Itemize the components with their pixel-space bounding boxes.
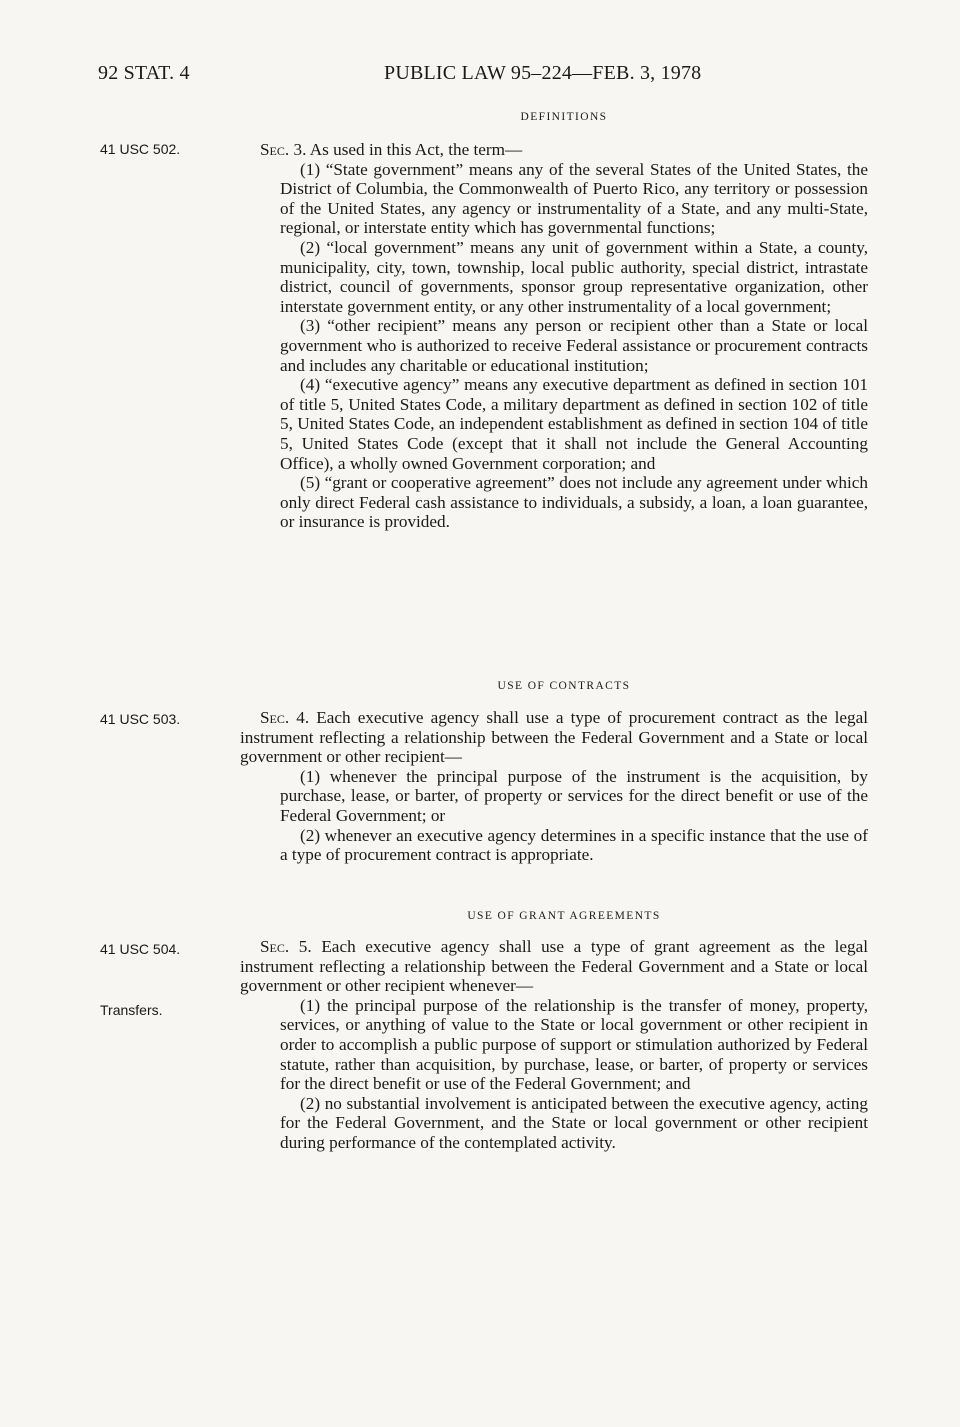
heading-use-of-grant-agreements: USE OF GRANT AGREEMENTS (467, 910, 661, 922)
margin-note-sec4: 41 USC 503. (100, 711, 181, 727)
margin-note-sec3: 41 USC 502. (100, 141, 181, 157)
margin-note-sec5: 41 USC 504. (100, 941, 181, 957)
section-3 (240, 140, 868, 532)
section-5 (240, 937, 868, 1153)
running-head (98, 62, 868, 92)
definition-item: (2) “local government” means any unit of government within a State, a county, municipality, city, town, township, local public authority, special district, intrastate district, council of governments, sponsor group representative organization, other interstate government entity, or any other instrumentality of a local government; (280, 237, 868, 316)
public-law-title: PUBLIC LAW 95–224—FEB. 3, 1978 (384, 62, 702, 84)
section-3-intro: Sec. 3. As used in this Act, the term— (260, 140, 523, 159)
section-4-intro: Sec. 4. Each executive agency shall use a type of procurement contract as the legal instrument reflecting a relationship between the Federal Government and a State or local government or other recipient— (240, 708, 868, 767)
definition-item: (1) “State government” means any of the several States of the United States, the District of Columbia, the Commonwealth of Puerto Rico, any territory or possession of the United States, any agency or instrumentality of a State, and any multi-State, regional, or interstate entity which has governmental functions; (280, 159, 868, 238)
margin-note-transfers: Transfers. (100, 1002, 163, 1018)
section-4 (240, 708, 868, 865)
definition-item: (4) “executive agency” means any executive department as defined in section 101 of title 5, United States Code, a military department as defined in section 102 of title 5, United States Code, an independent establishment as defined in section 104 of title 5, United States Code (except that it shall not include the General Accounting Office), a wholly owned Government corporation; and (280, 375, 868, 473)
statute-page-number: 92 STAT. 4 (98, 62, 190, 84)
grant-condition-item: (1) the principal purpose of the relationship is the transfer of money, property, services, or anything of value to the State or local government or other recipient in order to accomplish a public purpose of support or stimulation authorized by Federal statute, rather than acquisition, by purchase, lease, or barter, of property or services for the direct benefit or use of the Federal Government; and (280, 995, 868, 1094)
grant-condition-item: (2) no substantial involvement is anticipated between the executive agency, acting for the Federal Government, and the State or local government or other recipient during performance of the contemplated activity. (280, 1093, 868, 1152)
definition-item: (3) “other recipient” means any person or recipient other than a State or local government who is authorized to receive Federal assistance or procurement contracts and includes any charitable or educational institution; (280, 316, 868, 375)
heading-use-of-contracts: USE OF CONTRACTS (497, 680, 631, 692)
contract-condition-item: (1) whenever the principal purpose of the instrument is the acquisition, by purchase, lease, or barter, of property or services for the direct benefit or use of the Federal Government; or (280, 766, 868, 825)
section-4-label: Sec. 4. (260, 708, 310, 727)
section-5-label: Sec. 5. (260, 937, 312, 956)
contract-condition-item: (2) whenever an executive agency determines in a specific instance that the use of a type of procurement contract is appropriate. (280, 825, 868, 865)
section-5-intro: Sec. 5. Each executive agency shall use a type of grant agreement as the legal instrument reflecting a relationship between the Federal Government and a State or local government or other recipient whenever— (240, 937, 868, 996)
section-3-label: Sec. 3. (260, 140, 307, 159)
heading-definitions: DEFINITIONS (520, 111, 608, 123)
definition-item: (5) “grant or cooperative agreement” does not include any agreement under which only direct Federal cash assistance to individuals, a subsidy, a loan, a loan guarantee, or insurance is provided. (280, 473, 868, 532)
